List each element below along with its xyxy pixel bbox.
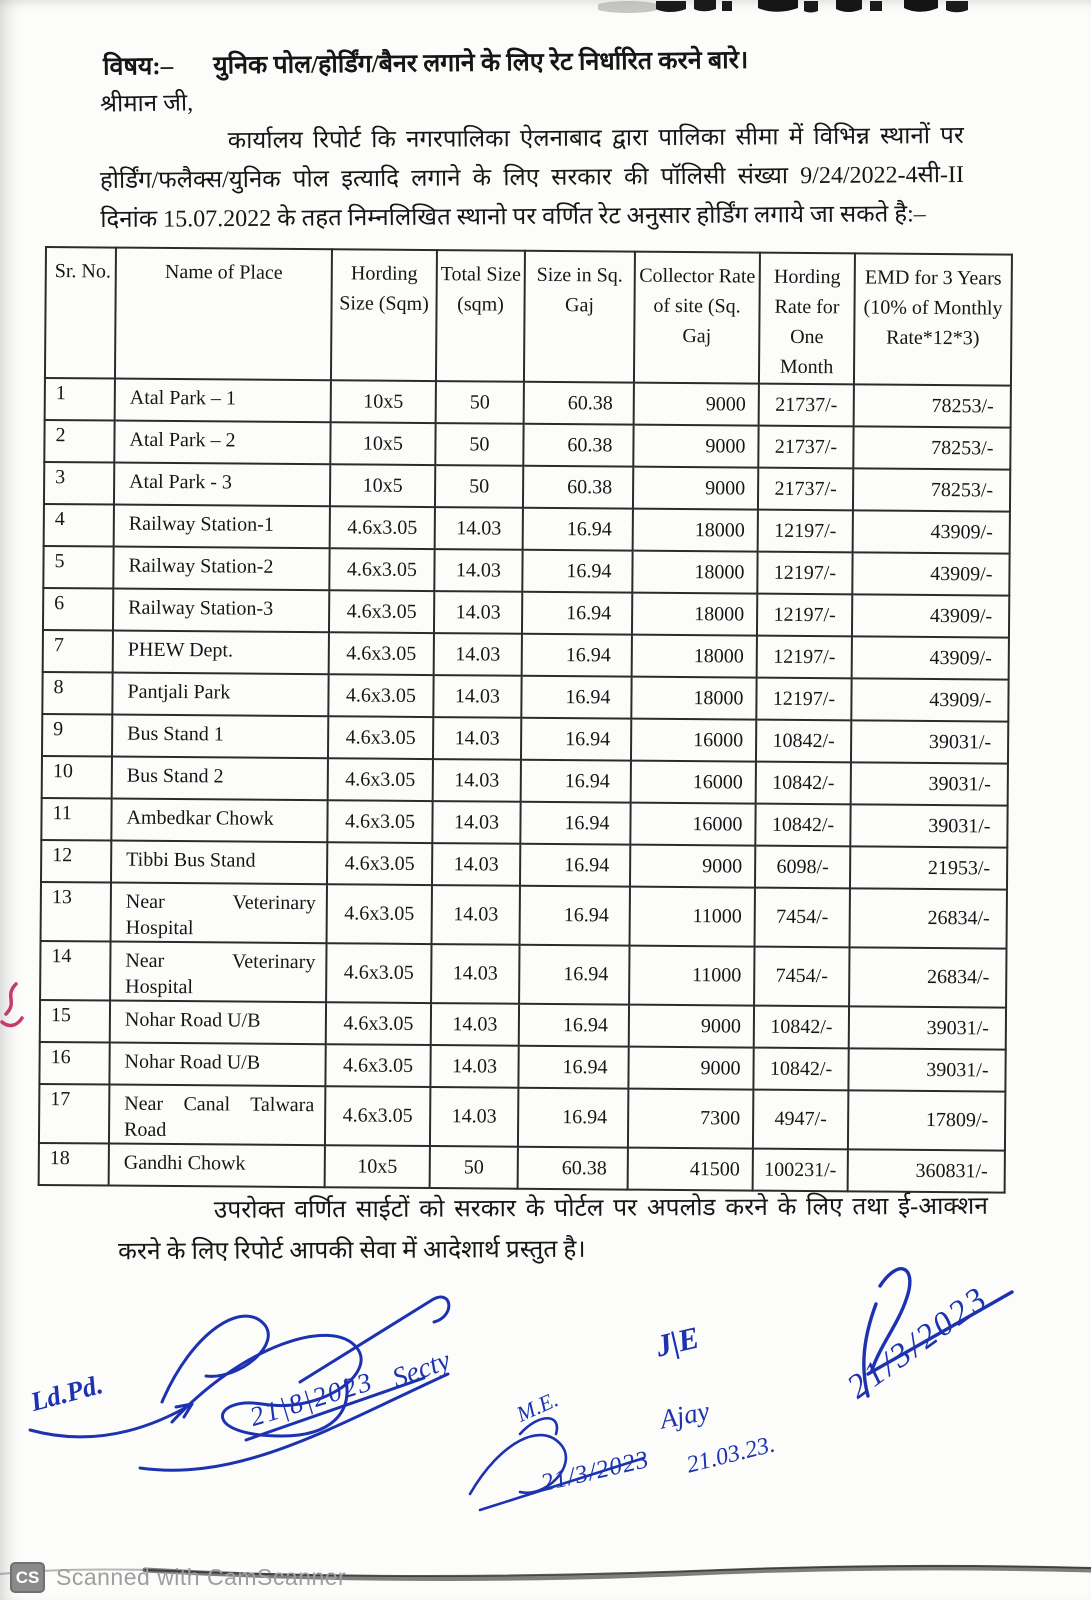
camscanner-badge-icon: CS: [10, 1562, 45, 1593]
signature-me-date: 21/3/2023: [538, 1445, 652, 1498]
table-cell: 21953/-: [850, 846, 1007, 889]
table-cell: 14.03: [430, 1045, 518, 1088]
table-cell: 50: [435, 423, 523, 466]
table-cell: 18000: [631, 677, 756, 720]
table-row: [40, 941, 1006, 1008]
table-cell: 7454/-: [755, 888, 850, 948]
table-cell: 39031/-: [848, 1048, 1005, 1091]
table-cell: 6098/-: [755, 846, 850, 889]
header-collector-rate: Collector Rate of site (Sq. Gaj: [634, 252, 760, 384]
table-cell: Atal Park - 3: [114, 463, 330, 507]
table-cell: 6: [43, 588, 113, 631]
table-cell: 16000: [631, 719, 756, 762]
table-cell: 9000: [628, 1047, 753, 1090]
table-cell: 78253/-: [853, 426, 1010, 469]
table-cell: 16: [39, 1042, 109, 1085]
table-cell: 1: [45, 378, 115, 421]
table-cell: 18000: [632, 635, 757, 678]
table-cell: Ambedkar Chowk: [111, 799, 327, 843]
table-row: [45, 378, 1011, 428]
table-cell: 9000: [634, 383, 759, 426]
table-cell: 50: [430, 1146, 518, 1189]
table-cell: 18000: [633, 509, 758, 552]
table-cell: 10842/-: [755, 804, 850, 847]
table-cell: 15: [40, 1000, 110, 1043]
table-cell: 4.6x3.05: [325, 1044, 430, 1087]
table-cell: 12197/-: [758, 510, 853, 553]
header-sr-no: Sr. No.: [45, 247, 116, 379]
table-cell: Atal Park – 1: [115, 379, 331, 423]
table-cell: 39031/-: [851, 762, 1008, 805]
table-cell: 4.6x3.05: [329, 632, 434, 675]
table-cell: 9: [42, 714, 112, 757]
table-cell: 14.03: [432, 843, 520, 886]
table-cell: 16.94: [520, 802, 630, 845]
table-cell: 4.6x3.05: [330, 506, 435, 549]
table-cell: 18: [39, 1143, 109, 1186]
table-cell: 4.6x3.05: [328, 716, 433, 759]
table-cell: 16.94: [521, 760, 631, 803]
table-cell: 14.03: [432, 801, 520, 844]
table-cell: 60.38: [518, 1147, 628, 1190]
table-cell: 43909/-: [851, 678, 1008, 721]
table-cell: PHEW Dept.: [113, 631, 329, 675]
table-cell: 78253/-: [854, 384, 1011, 427]
signature-je-name: Ajay: [657, 1395, 712, 1435]
table-cell: 14.03: [431, 1003, 519, 1046]
table-cell: 26834/-: [849, 947, 1006, 1007]
table-cell: Near Veterinary Hospital: [110, 942, 326, 1003]
table-cell: 360831/-: [848, 1149, 1005, 1192]
header-emd-3-years: EMD for 3 Years (10% of Monthly Rate*12*3): [854, 253, 1012, 385]
table-cell: Tibbi Bus Stand: [111, 841, 327, 885]
rate-table-body: [39, 378, 1011, 1193]
table-cell: 16.94: [519, 1004, 629, 1047]
table-cell: 18000: [632, 593, 757, 636]
signature-je-date: 21.03.23.: [684, 1431, 778, 1479]
table-cell: 16.94: [518, 1046, 628, 1089]
table-cell: 11000: [629, 946, 754, 1006]
table-cell: 13: [41, 882, 111, 942]
table-cell: 11: [41, 798, 111, 841]
cropped-heading-fragment: [598, 0, 998, 18]
table-cell: 39031/-: [849, 1006, 1006, 1049]
signature-note-ldpd: Ld.Pd.: [27, 1369, 107, 1418]
table-cell: 9000: [633, 467, 758, 510]
table-cell: 4.6x3.05: [329, 590, 434, 633]
table-cell: 10842/-: [754, 1006, 849, 1049]
table-cell: 21737/-: [759, 384, 854, 427]
table-cell: 12: [41, 840, 111, 883]
table-cell: 4.6x3.05: [327, 800, 432, 843]
signature-strokes: [0, 1262, 1091, 1562]
table-cell: 16000: [631, 761, 756, 804]
table-cell: 4947/-: [753, 1090, 848, 1150]
table-row: [39, 1143, 1005, 1193]
table-cell: 4.6x3.05: [329, 548, 434, 591]
subject-text: युनिक पोल/होर्डिंग/बैनर लगाने के लिए रेट निर्धारित करने बारे।: [213, 46, 749, 80]
signature-secretary-date: 21|8|2023: [246, 1366, 377, 1432]
table-cell: 26834/-: [850, 888, 1007, 948]
table-cell: Bus Stand 2: [112, 757, 328, 801]
table-cell: 14.03: [434, 549, 522, 592]
table-cell: 4.6x3.05: [328, 758, 433, 801]
cropped-text-marks: [598, 0, 998, 18]
body-paragraph: कार्यालय रिपोर्ट कि नगरपालिका ऐलनाबाद द्वारा पालिका सीमा में विभिन्न स्थानों पर होर्डिंग/फलैक्स/युनिक पोल इत्यादि लगाने के लिए सरकार की पॉलिसी संख्या 9/24/2022-4सी-II दिनांक 15.07.2022 के तहत निम्नलिखित स्थानो पर वर्णित रेट अनुसार होर्डिंग लगाये जा सकते है:–: [99, 122, 965, 234]
table-cell: 16.94: [519, 945, 629, 1005]
table-cell: 60.38: [523, 424, 633, 467]
table-cell: Near Veterinary Hospital: [111, 883, 327, 944]
table-cell: 4.6x3.05: [327, 884, 432, 944]
pink-pen-mark: [0, 982, 26, 1036]
table-cell: 16.94: [522, 634, 632, 677]
table-cell: 4: [44, 504, 114, 547]
header-name-of-place: Name of Place: [115, 248, 332, 381]
table-cell: 7454/-: [754, 947, 849, 1007]
table-cell: 4.6x3.05: [327, 842, 432, 885]
camscanner-text: Scanned with CamScanner: [56, 1564, 347, 1590]
table-cell: Railway Station-1: [114, 505, 330, 549]
signature-me-title: M.E.: [512, 1386, 562, 1427]
table-cell: 11000: [630, 887, 755, 947]
table-row: [42, 756, 1008, 806]
signature-je-title: J|E: [652, 1319, 703, 1364]
table-cell: 78253/-: [853, 468, 1010, 511]
table-cell: 16.94: [520, 844, 630, 887]
salutation: श्रीमान जी,: [99, 90, 194, 118]
table-cell: 14.03: [435, 507, 523, 550]
table-cell: 39031/-: [850, 804, 1007, 847]
table-cell: 9000: [630, 845, 755, 888]
table-cell: 5: [43, 546, 113, 589]
table-cell: 16.94: [518, 1088, 628, 1148]
table-row: [41, 882, 1007, 949]
table-cell: 12197/-: [757, 594, 852, 637]
subject-label: विषय:–: [102, 52, 174, 81]
signature-right-date: 21/3/2023: [840, 1279, 996, 1407]
header-total-size: Total Size (sqm): [436, 250, 525, 382]
table-cell: 14.03: [433, 717, 521, 760]
table-cell: 16.94: [521, 676, 631, 719]
table-cell: Near Canal Talwara Road: [109, 1085, 325, 1146]
table-cell: 16.94: [520, 886, 630, 946]
table-cell: Railway Station-2: [113, 547, 329, 591]
table-row: [41, 798, 1007, 848]
table-cell: 41500: [628, 1148, 753, 1191]
table-cell: Atal Park – 2: [114, 421, 330, 465]
table-cell: 4.6x3.05: [328, 674, 433, 717]
table-cell: Nohar Road U/B: [109, 1043, 325, 1087]
table-cell: 10842/-: [756, 720, 851, 763]
table-row: [39, 1084, 1005, 1151]
table-cell: 12197/-: [757, 552, 852, 595]
table-cell: 10842/-: [756, 762, 851, 805]
table-cell: 14.03: [434, 633, 522, 676]
table-cell: 4.6x3.05: [326, 1002, 431, 1045]
table-cell: 10x5: [330, 464, 435, 507]
table-cell: 8: [42, 672, 112, 715]
table-cell: 39031/-: [851, 720, 1008, 763]
table-cell: 14.03: [432, 885, 520, 945]
table-cell: 14.03: [431, 944, 519, 1004]
rate-table: [38, 246, 1013, 1194]
signature-secretary-title: Secty: [388, 1344, 455, 1395]
table-cell: 10x5: [330, 422, 435, 465]
subject-row: [103, 41, 993, 84]
table-cell: 16000: [630, 803, 755, 846]
table-cell: 60.38: [523, 466, 633, 509]
table-cell: 50: [436, 381, 524, 424]
table-row: [41, 840, 1007, 890]
table-cell: 9000: [633, 425, 758, 468]
table-cell: 16.94: [523, 508, 633, 551]
table-cell: 10842/-: [753, 1048, 848, 1091]
closing-paragraph: उपरोक्त वर्णित साईटों को सरकार के पोर्टल पर अपलोड करने के लिए तथा ई-आक्शन करने के लिए रिपोर्ट आपकी सेवा में आदेशार्थ प्रस्तुत है।: [118, 1192, 988, 1266]
table-cell: 43909/-: [852, 552, 1009, 595]
table-cell: 17: [39, 1084, 109, 1144]
table-cell: 9000: [629, 1005, 754, 1048]
header-hording-rate-month: Hording Rate for One Month: [759, 253, 855, 385]
table-cell: 14.03: [434, 591, 522, 634]
table-cell: Gandhi Chowk: [109, 1144, 325, 1188]
table-cell: 4.6x3.05: [325, 1086, 430, 1146]
table-cell: Nohar Road U/B: [110, 1001, 326, 1045]
table-cell: 60.38: [524, 382, 634, 425]
table-cell: 17809/-: [848, 1090, 1005, 1150]
table-cell: 16.94: [522, 592, 632, 635]
camscanner-footer: [10, 1562, 346, 1593]
signature-area: [0, 1262, 1091, 1562]
table-cell: 18000: [632, 551, 757, 594]
header-size-sq-gaj: Size in Sq. Gaj: [524, 251, 635, 383]
table-cell: 3: [44, 462, 114, 505]
table-cell: 2: [44, 420, 114, 463]
table-cell: 7300: [628, 1089, 753, 1149]
table-cell: 14.03: [430, 1087, 518, 1147]
rate-table-header: [45, 247, 1012, 386]
table-cell: 43909/-: [852, 636, 1009, 679]
table-cell: Railway Station-3: [113, 589, 329, 633]
table-cell: 4.6x3.05: [326, 943, 431, 1003]
table-cell: 14.03: [433, 759, 521, 802]
table-cell: 14: [40, 941, 110, 1001]
table-cell: 14.03: [433, 675, 521, 718]
table-cell: 21737/-: [758, 426, 853, 469]
table-cell: Pantjali Park: [112, 673, 328, 717]
table-cell: 21737/-: [758, 468, 853, 511]
table-cell: 10x5: [331, 380, 436, 423]
table-cell: 7: [43, 630, 113, 673]
table-cell: 100231/-: [753, 1149, 848, 1192]
table-cell: 16.94: [521, 718, 631, 761]
table-cell: 12197/-: [757, 636, 852, 679]
table-cell: 12197/-: [756, 678, 851, 721]
table-cell: 10: [42, 756, 112, 799]
table-cell: 43909/-: [852, 594, 1009, 637]
table-cell: 50: [435, 465, 523, 508]
table-cell: 10x5: [325, 1145, 430, 1188]
header-hording-size: Hording Size (Sqm): [331, 249, 437, 381]
table-cell: 16.94: [522, 550, 632, 593]
table-cell: 43909/-: [853, 510, 1010, 553]
table-cell: Bus Stand 1: [112, 715, 328, 759]
